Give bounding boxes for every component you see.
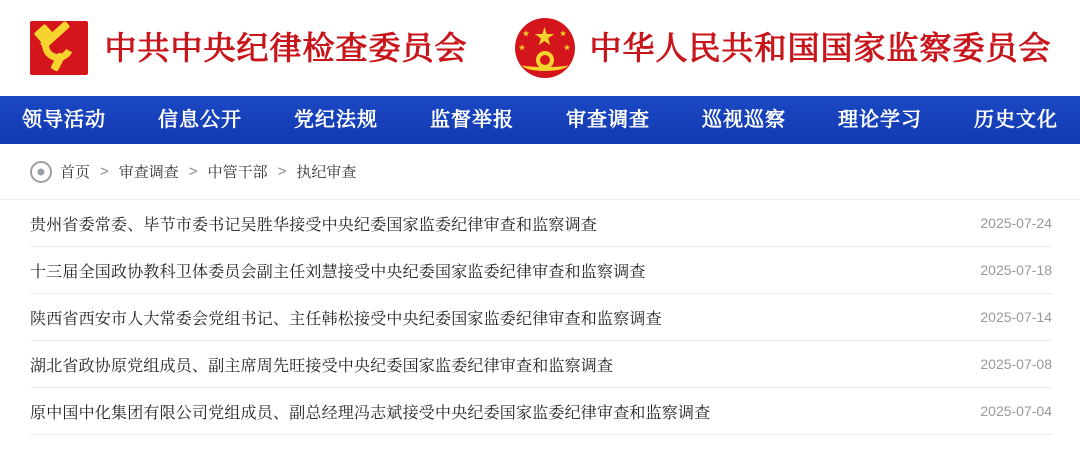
news-title[interactable]: 湖北省政协原党组成员、副主席周先旺接受中央纪委国家监委纪律审查和监察调查 xyxy=(30,357,614,375)
nav-item-review-investigation[interactable]: 审查调查 xyxy=(566,109,650,131)
nav-item-supervision-reporting[interactable]: 监督举报 xyxy=(430,109,514,131)
news-date: 2025-07-18 xyxy=(980,262,1052,278)
news-title[interactable]: 原中国中化集团有限公司党组成员、副总经理冯志斌接受中央纪委国家监委纪律审查和监察调查 xyxy=(30,404,711,422)
masthead xyxy=(0,0,1080,96)
breadcrumb-separator: > xyxy=(100,163,109,180)
list-item[interactable] xyxy=(30,341,1052,388)
brand-cpc-commission[interactable] xyxy=(28,17,467,79)
news-list xyxy=(0,200,1080,435)
location-pin-icon xyxy=(30,161,52,183)
news-title[interactable]: 陕西省西安市人大常委会党组书记、主任韩松接受中央纪委国家监委纪律审查和监察调查 xyxy=(30,310,662,328)
national-emblem xyxy=(514,17,576,79)
cpc-hammer-sickle-emblem xyxy=(28,17,90,79)
list-item[interactable] xyxy=(30,200,1052,247)
list-item[interactable] xyxy=(30,247,1052,294)
brand-title-supervision: 中华人民共和国国家监察委员会 xyxy=(589,30,1052,66)
news-date: 2025-07-14 xyxy=(980,309,1052,325)
list-item[interactable] xyxy=(30,294,1052,341)
nav-item-theory-study[interactable]: 理论学习 xyxy=(838,109,922,131)
nav-item-party-discipline-regulations[interactable]: 党纪法规 xyxy=(294,109,378,131)
nav-item-leadership-activities[interactable]: 领导活动 xyxy=(22,109,106,131)
news-date: 2025-07-08 xyxy=(980,356,1052,372)
brand-national-supervision[interactable] xyxy=(514,17,1052,79)
brand-title-cpc: 中共中央纪律检查委员会 xyxy=(104,30,468,66)
news-title[interactable]: 贵州省委常委、毕节市委书记吴胜华接受中央纪委国家监委纪律审查和监察调查 xyxy=(30,216,598,234)
list-item[interactable] xyxy=(30,388,1052,435)
nav-item-information-disclosure[interactable]: 信息公开 xyxy=(158,109,242,131)
news-date: 2025-07-04 xyxy=(980,403,1052,419)
breadcrumb-item-centrally-administered-cadres[interactable]: 中管干部 xyxy=(207,164,268,181)
main-navigation xyxy=(0,96,1080,144)
breadcrumb-separator: > xyxy=(277,163,287,180)
news-title[interactable]: 十三届全国政协教科卫体委员会副主任刘慧接受中央纪委国家监委纪律审查和监察调查 xyxy=(30,263,646,281)
nav-item-inspection-tours[interactable]: 巡视巡察 xyxy=(702,109,786,131)
breadcrumb-separator: > xyxy=(188,163,198,180)
nav-item-history-culture[interactable]: 历史文化 xyxy=(974,109,1058,131)
breadcrumb-item-review-investigation[interactable]: 审查调查 xyxy=(118,164,179,181)
news-date: 2025-07-24 xyxy=(980,215,1052,231)
breadcrumb xyxy=(0,144,1080,200)
breadcrumb-item-home[interactable]: 首页 xyxy=(60,164,91,181)
breadcrumb-item-current: 执纪审查 xyxy=(296,164,357,181)
